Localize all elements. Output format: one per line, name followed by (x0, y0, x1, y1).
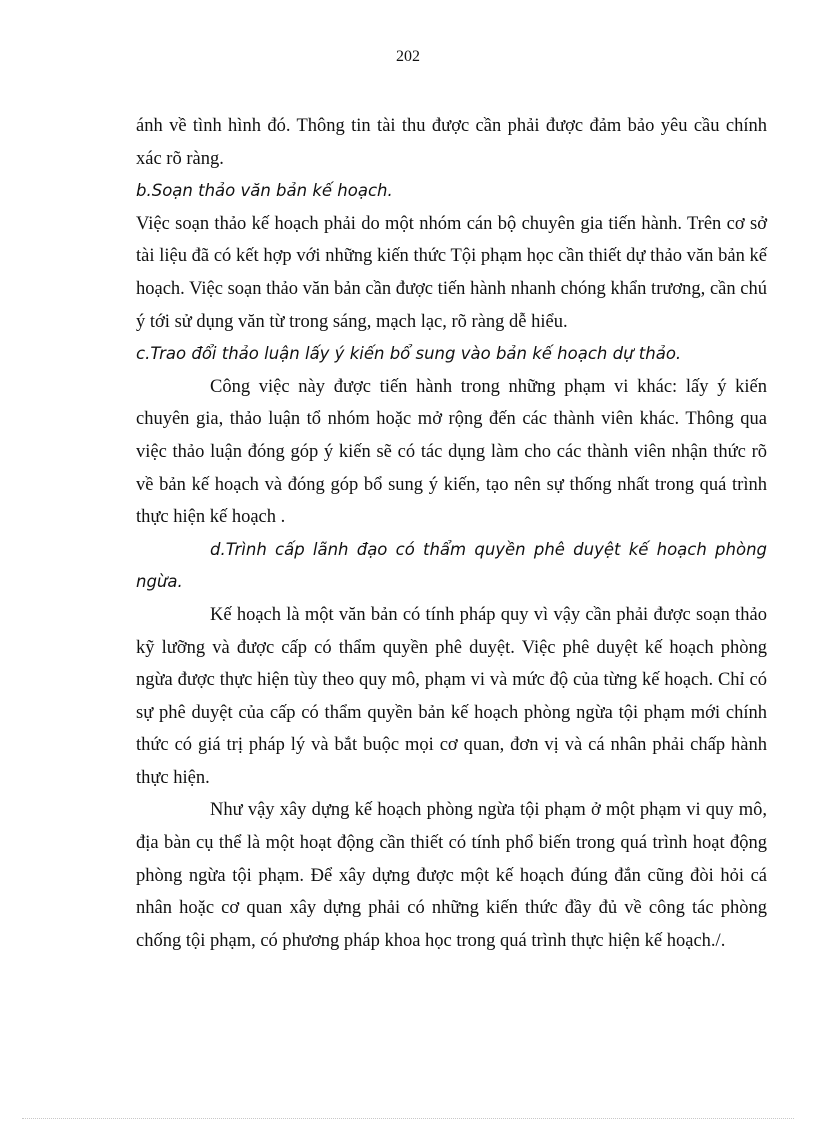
page-number: 202 (396, 48, 420, 65)
subheading-c: c.Trao đổi thảo luận lấy ý kiến bổ sung vào bản kế hoạch dự thảo. (136, 344, 682, 364)
paragraph-5: Như vậy xây dựng kế hoạch phòng ngừa tội phạm ở một phạm vi quy mô, địa bàn cụ thể là một hoạt động cần thiết có tính phổ biến trong quá trình hoạt động phòng ngừa tội phạm. Để xây dựng được một kế hoạch đúng đắn cũng đòi hỏi cá nhân hoặc cơ quan xây dựng phải có những kiến thức đầy đủ về công tác phòng chống tội phạm, có phương pháp khoa học trong quá trình thực hiện kế hoạch./. (136, 800, 767, 951)
paragraph-2: Việc soạn thảo kế hoạch phải do một nhóm cán bộ chuyên gia tiến hành. Trên cơ sở tài liệu đã có kết hợp với những kiến thức Tội phạm học cần thiết dự thảo văn bản kế hoạch. Việc soạn thảo văn bản cần được tiến hành nhanh chóng khẩn trương, cần chú ý tới sử dụng văn từ trong sáng, mạch lạc, rõ ràng dễ hiểu. (136, 213, 767, 332)
subheading-b: b.Soạn thảo văn bản kế hoạch. (136, 181, 393, 201)
paragraph-4: Kế hoạch là một văn bản có tính pháp quy vì vậy cần phải được soạn thảo kỹ lưỡng và được cấp có thẩm quyền phê duyệt. Việc phê duyệt kế hoạch phòng ngừa được thực hiện tùy theo quy mô, phạm vi và mức độ của từng kế hoạch. Chỉ có sự phê duyệt của cấp có thẩm quyền bản kế hoạch phòng ngừa tội phạm mới chính thức có giá trị pháp lý và bắt buộc mọi cơ quan, đơn vị và cá nhân phải chấp hành thực hiện. (136, 604, 767, 788)
page-bottom-divider (22, 1118, 794, 1119)
paragraph-1: ánh về tình hình đó. Thông tin tài thu được cần phải được đảm bảo yêu cầu chính xác rõ ràng. (136, 116, 767, 169)
paragraph-3: Công việc này được tiến hành trong những phạm vi khác: lấy ý kiến chuyên gia, thảo luận tổ nhóm hoặc mở rộng đến các thành viên khác. Thông qua việc thảo luận đóng góp ý kiến sẽ có tác dụng làm cho các thành viên nhận thức rõ về bản kế hoạch và đóng góp bổ sung ý kiến, tạo nên sự thống nhất trong quá trình thực hiện kế hoạch . (136, 376, 767, 528)
document-body (136, 110, 767, 957)
subheading-d: d.Trình cấp lãnh đạo có thẩm quyền phê duyệt kế hoạch phòng ngừa. (136, 539, 767, 592)
